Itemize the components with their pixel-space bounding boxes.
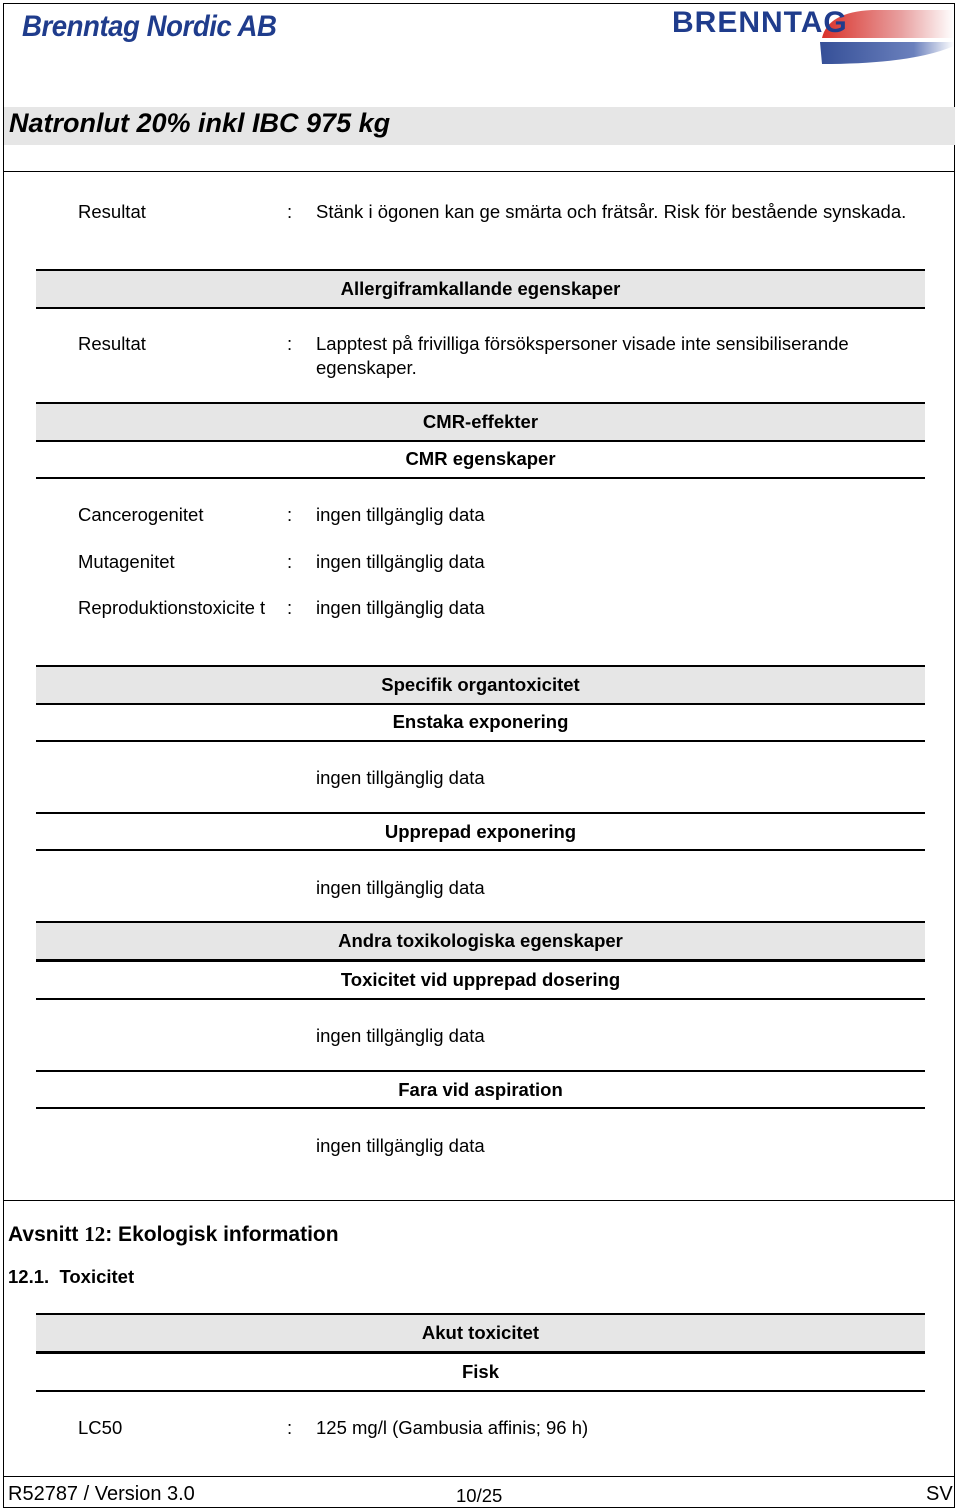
repeat-dose-value: ingen tillgänglig data (316, 1025, 485, 1046)
allergy-heading-text: Allergiframkallande egenskaper (340, 278, 621, 299)
cmr-subheading: CMR egenskaper (405, 448, 556, 469)
acute-toxicity-heading (36, 1313, 925, 1354)
row-label: Resultat (78, 201, 146, 222)
organ-heading (36, 665, 925, 705)
repeated-exposure-heading: Upprepad exponering (384, 821, 577, 842)
brenntag-wordmark: BRENNTAG (672, 6, 848, 39)
aspiration-underline (36, 1107, 925, 1109)
footer-divider (4, 1476, 955, 1477)
allergy-heading (36, 269, 925, 309)
company-name: Brenntag Nordic AB (22, 10, 277, 43)
cmr-label-mutagen: Mutagenitet (78, 551, 175, 572)
allergy-separator: : (287, 333, 293, 354)
aspiration-heading: Fara vid aspiration (398, 1079, 563, 1100)
aspiration-overline (36, 1070, 925, 1072)
single-exposure-heading: Enstaka exponering (392, 711, 569, 732)
section-number: 12 (84, 1222, 106, 1246)
lc50-label: LC50 (78, 1417, 123, 1438)
cmr-value-cancer: ingen tillgänglig data (316, 504, 485, 525)
document-title: Natronlut 20% inkl IBC 975 kg (9, 108, 391, 138)
cmr-subheading-underline (36, 477, 925, 479)
fish-heading: Fisk (461, 1361, 500, 1382)
allergy-label: Resultat (78, 333, 146, 354)
brenntag-logo (672, 6, 954, 68)
footer-language: SV (926, 1483, 953, 1505)
repeated-exposure-underline (36, 849, 925, 851)
section-12-heading (8, 1222, 339, 1247)
divider (4, 171, 955, 172)
footer-page-number: 10/25 (456, 1485, 503, 1506)
cmr-label-cancer: Cancerogenitet (78, 504, 204, 525)
acute-toxicity-heading-text: Akut toxicitet (421, 1322, 540, 1343)
footer-version: R52787 / Version 3.0 (8, 1483, 195, 1505)
cmr-heading (36, 402, 925, 442)
lc50-separator: : (287, 1417, 293, 1438)
row-separator: : (287, 201, 293, 222)
divider (4, 1200, 955, 1201)
cmr-label-repro: Reproduktionstoxicite t (78, 597, 266, 618)
row-value: Stänk i ögonen kan ge smärta och frätsår. Risk för bestående synskada. (316, 201, 907, 222)
organ-heading-text: Specifik organtoxicitet (381, 674, 580, 695)
cmr-heading-text: CMR-effekter (422, 411, 539, 432)
repeat-dose-heading: Toxicitet vid upprepad dosering (340, 969, 621, 990)
repeat-dose-underline (36, 998, 925, 1000)
subsection-number: 12.1. (8, 1266, 50, 1287)
section-title: : Ekologisk information (105, 1223, 339, 1246)
cmr-value-mutagen: ingen tillgänglig data (316, 551, 485, 572)
page-frame (3, 3, 955, 1508)
repeated-exposure-value: ingen tillgänglig data (316, 877, 485, 898)
other-heading-text: Andra toxikologiska egenskaper (338, 930, 623, 951)
cmr-separator: : (287, 597, 293, 618)
cmr-value-repro: ingen tillgänglig data (316, 597, 485, 618)
cmr-separator: : (287, 504, 293, 525)
fish-underline (36, 1390, 925, 1392)
aspiration-value: ingen tillgänglig data (316, 1135, 485, 1156)
section-prefix: Avsnitt (8, 1223, 85, 1246)
allergy-value: Lapptest på frivilliga försökspersoner visade inte sensibiliserande egenskaper. (316, 333, 849, 378)
subsection-heading (8, 1266, 134, 1288)
single-exposure-value: ingen tillgänglig data (316, 767, 485, 788)
subsection-title: Toxicitet (59, 1266, 135, 1287)
repeated-exposure-overline (36, 812, 925, 814)
other-heading (36, 921, 925, 962)
cmr-separator: : (287, 551, 293, 572)
lc50-value: 125 mg/l (Gambusia affinis; 96 h) (316, 1417, 589, 1438)
single-exposure-underline (36, 740, 925, 742)
